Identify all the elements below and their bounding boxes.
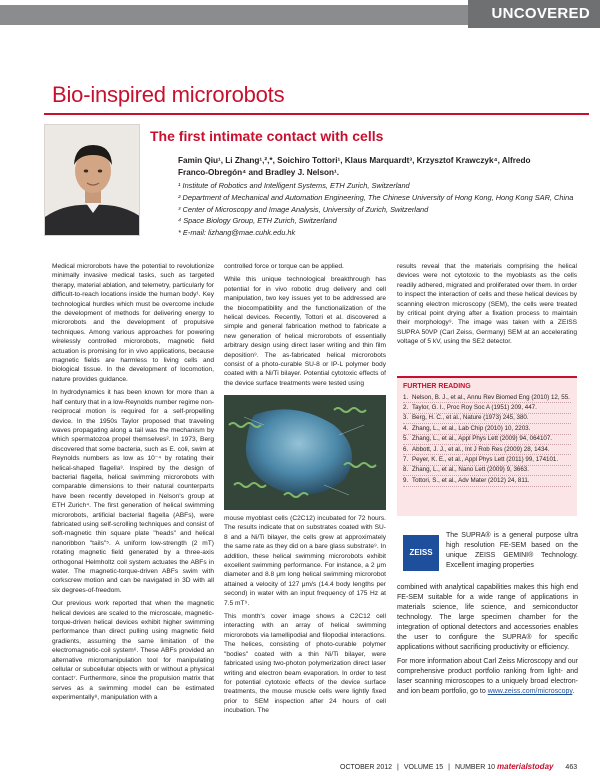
section-label-box: [468, 0, 600, 28]
paragraph: This month's cover image shows a C2C12 cell interacting with an array of helical swimming microrobots via lamellipodial and filopodial interactions. The helices, consisting of photo-curable polymer "bodies" coated with a thin Ni/Ti bilayer, were fabricated using two-photon polymerization direct laser writing and electron beam evaporation. In order to test for potential cytotoxic effects of the device surface treatments, the mouse muscle cells were lightly fixed prior to SEM inspection after 24 hours of cell incubation. The: [224, 613, 386, 715]
further-reading-box: [397, 376, 577, 516]
authors-line-2: Franco-Obregón⁴ and Bradley J. Nelson¹.: [178, 168, 340, 177]
issue-number: NUMBER 10: [454, 764, 496, 771]
header-band: [0, 0, 600, 28]
zeiss-intro-text: The SUPRA® is a general purpose ultra high resolution FE-SEM based on the unique ZEISS GEMINI® Technology. Excellent imaging properties: [446, 532, 578, 569]
paragraph: mouse myoblast cells (C2C12) incubated for 72 hours. The results indicate that on substrates coated with SU-8 and a Ni/Ti bilayer, the cells grew at approximately the same rate as they did on a bare glass substrate⁹. In addition, these helical swimming microrobots exhibit excellent swimming performance. For instance, a 2 μm diameter and 8.8 μm long helical swimming microrobot attained a velocity of 127 μm/s (14.4 body lengths per second) in water with an input frequency of 175 Hz at 7.5 mT⁹.: [224, 515, 386, 607]
zeiss-info-paragraph: For more information about Carl Zeiss Microscopy and our comprehensive product portfolio ranking from light- and laser scanning microscopes to a uniquely broad electron- and ion beam portfolio, go to www.zeiss.com/microscopy.: [397, 658, 578, 695]
sem-cover-image: [224, 395, 386, 510]
paragraph: Our previous work reported that when the magnetic helical devices are scaled to the microscale, magnetic-torque-driven helical devices exhibit higher swimming performance than direct pulling using magnetic field gradients, assuming the same limitation of the electromagnetic-coil system⁶. These ABFs provided an alternative micromanipulation tool for manipulating cellular or subcellular objects with or without a physical contact⁷. Furthermore, since the propulsion matrix that serves as a swimming model can be estimated experimentally⁸, manipulation with a: [52, 600, 214, 702]
body-column-2-bottom: [224, 514, 386, 720]
reference-item: 4. Zhang, L., et al., Lab Chip (2010) 10, 2203.: [403, 424, 571, 434]
author-portrait-image: [45, 125, 140, 236]
body-column-3: [397, 262, 577, 351]
zeiss-logo: ZEISS: [403, 535, 439, 571]
affiliation-2: ² Department of Mechanical and Automation Engineering, The Chinese University of Hong Kong, Hong Kong SAR, China: [178, 192, 574, 202]
reference-item: 3. Berg, H. C., et al., Nature (1973) 245, 380.: [403, 414, 571, 424]
paragraph: In hydrodynamics it has been known for more than a half century that in a low-Reynolds number regime non-reciprocal motion is required for a self-propelling device. In the 1950s Taylor proposed that traveling waves propagating along a tail was the mechanism by which spermatozoa propel themselves². In 1973, Berg discovered that some bacteria, such as E. coli, swim at Reynolds numbers as low as 10⁻⁴ by rotating their helical-shaped flagella³. Inspired by the design of bacterial flagella, helical swimming microrobots with comparable dimensions to their natural counterparts have been recently developed in Nelson's group at ETH Zurich⁴. The first generation of helical swimming microrobots, artificial bacterial flagella (ABFs), were fabricated using self-scrolling techniques and consist of soft-magnetic thin square plate "heads" and helical nanoribbon "tails"⁵. A uniform low-strength (2 mT) rotating magnetic field generated by a three-axis orthogonal Helmholtz coil system actuates the ABFs in water. The magnetic-torque-driven ABFs swim with corkscrew motion and can be navigated in 3D with all six degrees-of-freedom.: [52, 389, 214, 594]
reference-item: 1. Nelson, B. J., et al., Annu Rev Biomed Eng (2010) 12, 55.: [403, 393, 571, 403]
zeiss-description: [397, 583, 578, 701]
reference-list: [403, 393, 571, 487]
body-column-1: [52, 262, 214, 707]
reference-item: 2. Taylor, G. I., Proc Roy Soc A (1951) 209, 447.: [403, 403, 571, 413]
paragraph: results reveal that the materials comprising the helical devices were not cytotoxic to the myoblasts as the cells readily adhered, migrated and proliferated over them. In order to inspect the interaction of cells and these helical devices by scanning electron microscopy (SEM), the cells were treated by critical point drying after a fixation process to maintain their morphology⁹. The image was taken with a ZEISS SUPRA 50VP (Carl Zeiss, Germany) SEM at an accelerating voltage of 5 kV, using the SE2 detector.: [397, 263, 577, 346]
further-reading-title: FURTHER READING: [403, 383, 471, 390]
page-footer: OCTOBER 2012 | VOLUME 15 | NUMBER 10 materialstoday 463: [340, 762, 578, 771]
title-rule: [44, 113, 589, 115]
affiliations: [178, 180, 588, 239]
journal-brand: materialstoday: [497, 762, 554, 771]
body-column-2-top: [224, 262, 386, 392]
reference-item: 8. Zhang, L., et al., Nano Lett (2009) 9, 3663.: [403, 466, 571, 476]
article-subtitle: The first intimate contact with cells: [150, 128, 384, 144]
paragraph: controlled force or torque can be applied.: [224, 263, 344, 270]
reference-item: 9. Tottori, S., et al., Adv Mater (2012) 24, 811.: [403, 476, 571, 486]
section-label: UNCOVERED: [491, 5, 590, 22]
affiliation-1: ¹ Institute of Robotics and Intelligent Systems, ETH Zurich, Switzerland: [178, 181, 410, 190]
issue-volume: VOLUME 15: [403, 764, 444, 771]
paragraph: Medical microrobots have the potential to revolutionize minimally invasive medical tasks, such as targeted therapy, material ablation, and telemetry, particularly for difficult-to-reach locations inside the human body¹. Key technological hurdles which must be overcome include the development of methods for delivering energy to microrobots and the development of propulsive techniques. Among various approaches for powering wirelessly controlled microrobots, magnetic field actuation is promising for in vivo applications, because magnetic fields are harmless to living cells and biological tissue. In the development of locomotion, nature provides guidance.: [52, 263, 214, 383]
affiliation-4: ⁴ Space Biology Group, ETH Zurich, Switzerland: [178, 216, 337, 226]
author-list: [178, 155, 588, 179]
reference-item: 6. Abbott, J. J., et al., Int J Rob Res (2009) 28, 1434.: [403, 445, 571, 455]
affiliation-3: ³ Center of Microscopy and Image Analysis, University of Zurich, Switzerland: [178, 204, 429, 214]
sem-cell-microrobot-image: [224, 395, 386, 510]
zeiss-website-link[interactable]: www.zeiss.com/microscopy: [487, 688, 573, 695]
issue-date: OCTOBER 2012: [340, 764, 393, 771]
paragraph: While this unique technological breakthrough has potential for in vivo robotic drug delivery and cell manipulation, two key issues yet to be addressed are the biocompatibility and the functionalization of the helical devices. Recently, Tottori et al. discovered a simple and general fabrication method to fabricate a new generation of helical microrobots of essentially arbitrary design using direct laser writing and thin film deposition⁹. The as-fabricated helical microrobots consist of a photo-curable SU-8 or IP-L polymer body coated with a Ni/Ti bilayer. Potential cytotoxic effects of the device surface treatments were tested using: [224, 276, 386, 387]
zeiss-continued-text: combined with analytical capabilities makes this high end FE-SEM suitable for a wide range of applications in materials science, life science, and semiconductor technology. The large specimen chamber for the integration of optional detectors and accessories enables the user to configure the SUPRA® for specific applications without sacrificing productivity or efficiency.: [397, 584, 578, 651]
page-number: 463: [565, 764, 578, 771]
authors-line-1: Famin Qiu¹, Li Zhang¹,²,*, Soichiro Tottori¹, Klaus Marquardt³, Krzysztof Krawczyk⁴, Alfredo: [178, 156, 531, 165]
page-title: Bio-inspired microrobots: [52, 82, 285, 107]
reference-item: 7. Peyer, K. E., et al., Appl Phys Lett (2011) 99, 174101.: [403, 455, 571, 465]
contact-email: * E-mail: lizhang@mae.cuhk.edu.hk: [178, 228, 296, 238]
author-photo: [44, 124, 140, 236]
reference-item: 5. Zhang, L., et al., Appl Phys Lett (2009) 94, 064107.: [403, 435, 571, 445]
